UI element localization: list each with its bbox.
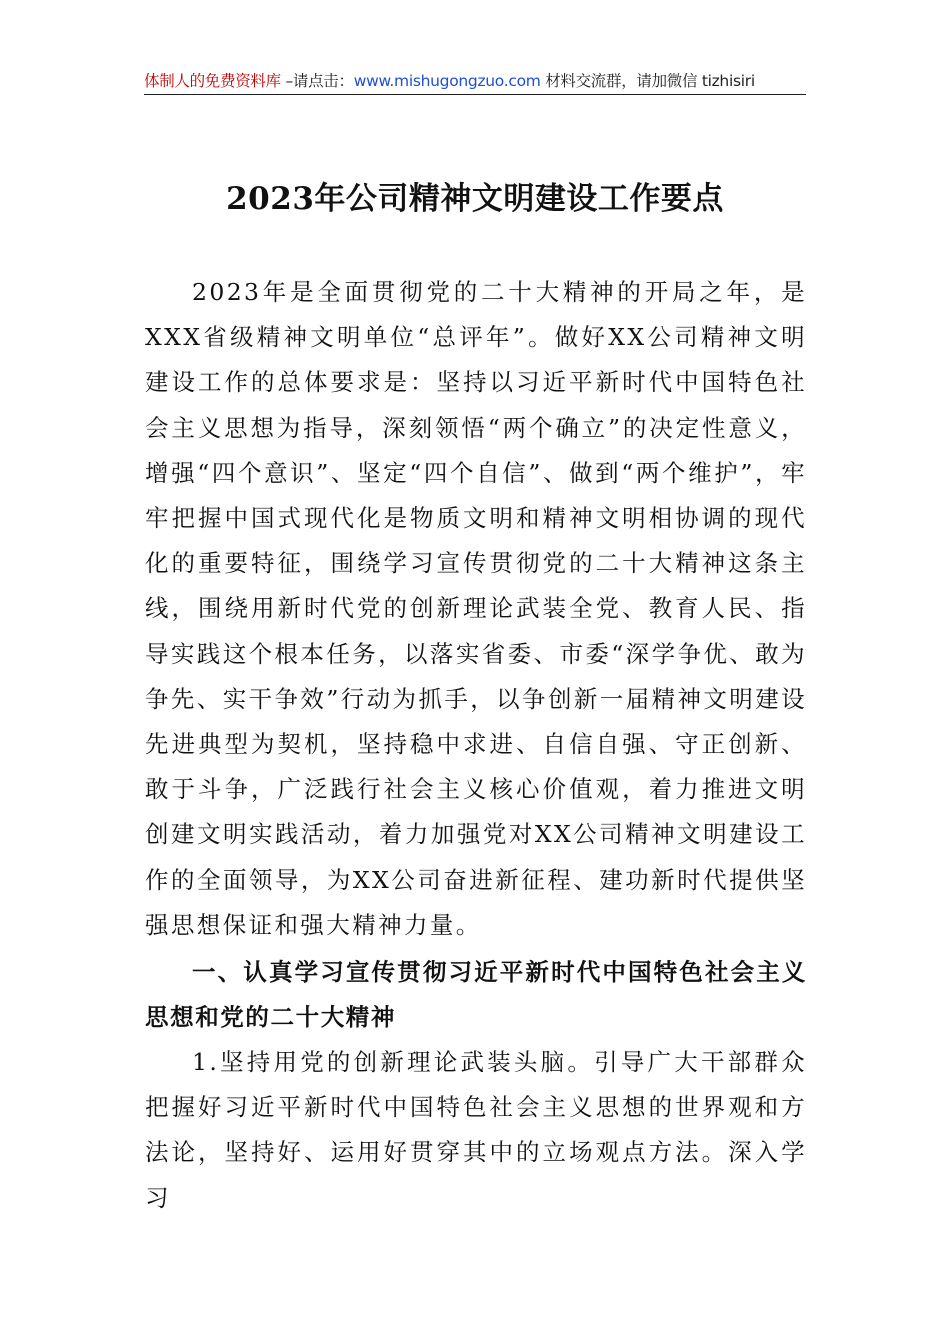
header-contact-text: 材料交流群，请加微信 tizhisiri [540, 72, 755, 90]
intro-paragraph: 2023年是全面贯彻党的二十大精神的开局之年，是XXX省级精神文明单位“总评年”。做好XX公司精神文明建设工作的总体要求是：坚持以习近平新时代中国特色社会主义思想为指导，深刻领悟“两个确立”的决定性意义，增强“四个意识”、坚定“四个自信”、做到“两个维护”，牢牢把握中国式现代化是物质文明和精神文明相协调的现代化的重要特征，围绕学习宣传贯彻党的二十大精神这条主线，围绕用新时代党的创新理论武装全党、教育人民、指导实践这个根本任务，以落实省委、市委“深学争优、敢为争先、实干争效”行动为抓手，以争创新一届精神文明建设先进典型为契机，坚持稳中求进、自信自强、守正创新、敢于斗争，广泛践行社会主义核心价值观，着力推进文明创建文明实践活动，着力加强党对XX公司精神文明建设工作的全面领导，为XX公司奋进新征程、建功新时代提供坚强思想保证和强大精神力量。 [145, 278, 807, 939]
header-separator: –请点击： [280, 72, 354, 90]
body-paragraph-1: 1.坚持用党的创新理论武装头脑。引导广大干部群众把握好习近平新时代中国特色社会主义思想的世界观和方法论，坚持好、运用好贯穿其中的立场观点方法。深入学习 [145, 1048, 807, 1212]
document-title: 2023年公司精神文明建设工作要点 [226, 181, 724, 217]
page-header [144, 68, 806, 95]
section-heading-1: 一、认真学习宣传贯彻习近平新时代中国特色社会主义思想和党的二十大精神 [145, 958, 807, 1031]
header-brand: 体制人的免费资料库 [144, 72, 281, 90]
header-website-link[interactable]: www.mishugongzuo.com [353, 72, 541, 90]
